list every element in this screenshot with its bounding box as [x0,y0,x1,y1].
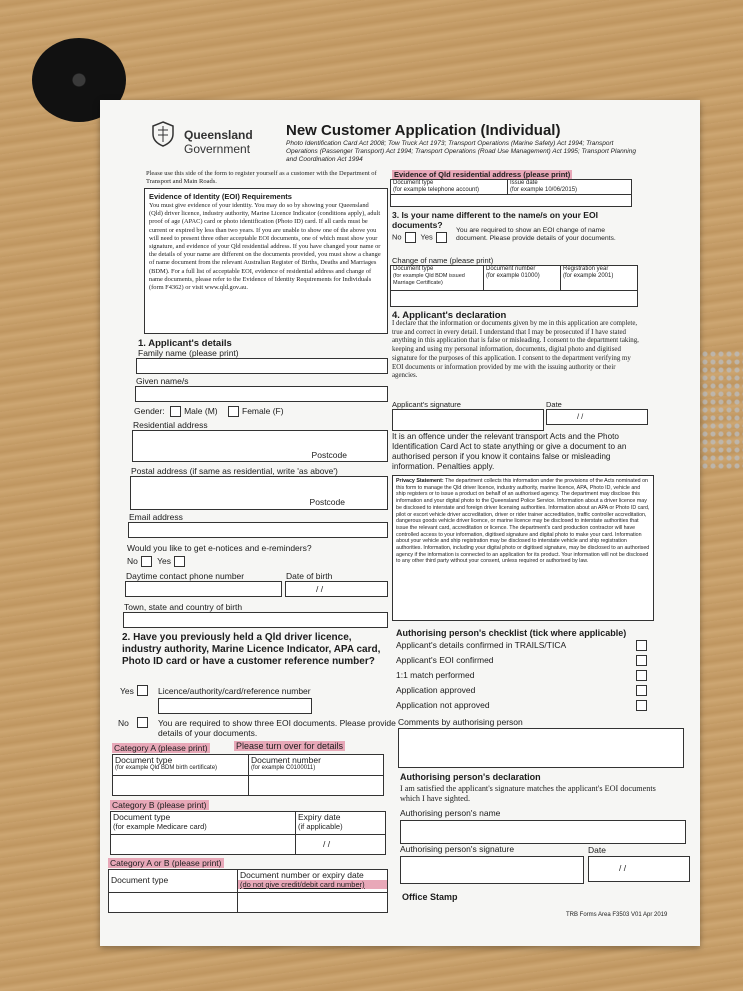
cat-a-type-label: Document type [115,755,173,765]
checklist-item [396,655,650,670]
ev-issue-example: (for example 10/06/2015) [510,187,578,193]
email-field[interactable] [128,522,388,538]
birthplace-field[interactable] [123,612,388,628]
ev-type-example: (for example telephone account) [393,187,480,193]
turn-over-note: Please turn over for details [236,741,344,751]
cat-a-type-header [113,755,249,776]
privacy-text-block [396,478,650,565]
residential-address-field[interactable] [132,430,388,462]
female-checkbox[interactable] [228,406,239,417]
queensland-crest-icon [148,120,178,148]
gov-name-1: Queensland [184,128,253,142]
form-footer: TRB Forms Area F3503 V01 Apr 2019 [566,912,668,918]
comments-field[interactable] [398,728,684,768]
checklist-title: Authorising person's checklist (tick where applicable) [396,628,627,638]
s2-yes-description: Licence/authority/card/reference number [158,686,311,696]
s3-no-checkbox[interactable] [405,232,416,243]
checklist-item-label: Application approved [396,685,476,695]
eoi-title: Evidence of Identity (EOI) Requirements [149,192,292,201]
cn-year-header [561,266,637,291]
evidence-table [390,179,632,207]
dob-field[interactable] [285,581,388,597]
checklist-item-checkbox[interactable] [636,640,647,651]
auth-declaration-title: Authorising person's declaration [400,772,541,782]
cat-b-expiry-header [296,812,385,835]
change-name-table [390,265,638,307]
s3-yes-checkbox[interactable] [436,232,447,243]
cat-b-type-header [111,812,296,835]
cat-a-type-example: (for example Qld BDM birth certificate) [115,765,218,771]
checklist-item-checkbox[interactable] [636,655,647,666]
section-1-title: 1. Applicant's details [138,338,232,349]
auth-signature-field[interactable] [400,856,584,884]
postal-address-field[interactable] [130,476,388,510]
cat-ab-num-example: (do not give credit/debit card number) [238,880,387,889]
applicant-date-label: Date [546,400,562,409]
phone-field[interactable] [125,581,282,597]
male-checkbox[interactable] [170,406,181,417]
application-form-paper [100,100,700,946]
offence-warning: It is an offence under the relevant transport Acts and the Photo Identification Card Act to state anything or give a document to an authorised person if you know it contains false or misleading information. Penalties apply. [392,432,627,471]
checklist-item-checkbox[interactable] [636,685,647,696]
s3-options [392,232,450,243]
phone-label: Daytime contact phone number [126,571,245,581]
cat-a-num-header [249,755,383,776]
enotices-yes-label: Yes [157,556,171,566]
checklist-item-label: Applicant's EOI confirmed [396,655,494,665]
email-label: Email address [129,512,183,522]
gender-row [134,406,284,417]
checklist-item-checkbox[interactable] [636,700,647,711]
postcode-label-2: Postcode [309,497,345,507]
auth-name-field[interactable] [400,820,686,844]
cat-a-divider [248,775,249,795]
enotices-options [127,556,188,567]
checklist-item-label: Application not approved [396,700,490,710]
page-title: New Customer Application (Individual) [286,122,561,139]
gov-name-2: Government [184,142,251,156]
male-label: Male (M) [184,406,218,416]
cn-type-header [391,266,484,291]
eoi-text: You must give evidence of your identity. You may do so by showing your Queensland (Qld) driver licence, industry authority, Marine Licence Indicator (conditions apply), adult proof of age (APAC) card or photo identification (Photo ID) card. If all cards must be current or expired by less than two years. If you are unable to show one of the above you will need to present three other acceptable EOI documents, one of which must show your signature, and evidence of your Qld residential address. If you have changed your name or the details of your name are different on the documents provided, you must show a change of name document from the relevant Australian Register of Births, Deaths and Marriages (BDM). For a full list of acceptable EOI, evidence of residential address and change of name documents, please refer to the Evidence of Identity Requirements for Individuals (form F4362) or visit www.qld.gov.au. [149,202,381,292]
checklist-item [396,685,650,700]
s2-yes-checkbox[interactable] [137,685,148,696]
s2-no-checkbox[interactable] [137,717,148,728]
auth-name-label: Authorising person's name [400,808,501,818]
cn-num-label: Document number [486,266,536,272]
s2-no-label: No [118,718,129,728]
privacy-label: Privacy Statement: [396,478,444,484]
enotices-question: Would you like to get e-notices and e-reminders? [127,543,312,553]
category-a-heading: Category A (please print) [114,743,208,753]
cn-year-label: Registration year [563,266,609,272]
cat-ab-type-header [109,870,238,893]
birthplace-label: Town, state and country of birth [124,602,243,612]
enotices-no-label: No [127,556,138,566]
section-2-title: 2. Have you previously held a Qld driver licence, industry authority, Marine Licence Indicator, APA card, Photo ID card or have a customer reference number? [122,632,381,667]
auth-date-field[interactable] [588,856,690,882]
applicant-signature-field[interactable] [392,409,544,431]
checklist-item-checkbox[interactable] [636,670,647,681]
postal-label: Postal address (if same as residential, write 'as above') [131,466,338,476]
section-4-title: 4. Applicant's declaration [392,310,507,321]
cn-type-label: Document type [393,266,434,272]
bead-chain [693,350,743,470]
cat-a-num-label: Document number [251,755,321,765]
category-b-table [110,811,386,855]
licence-number-field[interactable] [158,698,312,714]
privacy-statement-box [392,475,654,621]
cat-b-type-label: Document type [113,812,171,822]
cat-b-date-separators: / / [323,839,331,849]
residential-label: Residential address [133,420,208,430]
category-b-heading: Category B (please print) [112,800,207,810]
checklist-item-label: Applicant's details confirmed in TRAILS/TICA [396,640,567,650]
enotices-no-checkbox[interactable] [141,556,152,567]
cat-ab-type-label: Document type [111,875,169,885]
ev-issue-header [508,180,631,195]
cat-ab-num-label: Document number or expiry date [240,870,364,880]
cn-num-example: (for example 01000) [486,273,540,279]
office-stamp-label: Office Stamp [402,892,458,902]
s3-yes-label: Yes [420,232,433,242]
auth-date-separators: / / [619,863,627,873]
change-name-heading: Change of name (please print) [392,256,494,265]
cat-ab-num-header [238,870,387,893]
cat-b-expiry-label: Expiry date [298,812,341,822]
family-name-field[interactable] [136,358,388,374]
s3-note: You are required to show an EOI change of name document. Please provide details of your documents. [456,227,616,242]
applicant-signature-label: Applicant's signature [392,400,461,409]
cat-b-type-example: (for example Medicare card) [113,822,207,831]
applicant-date-separators: / / [577,412,584,421]
postcode-label: Postcode [311,450,347,460]
family-name-label: Family name (please print) [138,348,239,358]
gender-label: Gender: [134,406,165,416]
cn-type-example: (for example Qld BDM issued Marriage Certificate) [393,273,465,286]
cat-b-expiry-example: (if applicable) [298,822,343,831]
cat-a-num-example: (for example C0100011) [251,765,316,771]
checklist-item [396,670,650,685]
ev-issue-label: Issue date [510,180,538,186]
s2-yes-label: Yes [120,686,134,696]
given-names-label: Given name/s [136,376,189,386]
auth-date-label: Date [588,845,606,855]
s2-no-description: You are required to show three EOI documents. Please provide details of your documents. [158,718,396,738]
cn-year-example: (for example 2001) [563,273,614,279]
privacy-text: The department collects this information under the provisions of the Acts nominated on this form to manage the Qld driver licence, industry authority, marine licence, APA, Photo ID, vehicle and ship registers or to issue a product on behalf of an authorised agency. The department may disclose this information and your digital photo to the Queensland Police Service. Information about a driver licence may be disclosed to interstate and foreign driver licensing authorities. Information about an APA or Photo ID card, pilot or escort vehicle driver accreditation, driver or rider trainer accreditation, traffic controller accreditation, dangerous goods vehicle driver licence, or marine licence may be disclosed to interstate authorities that issue the relevant card, accreditation or licence. The department's card production contractor will have controlled access to your information, digitised signature and digital photo to make your card. Information about your vehicle and ship registration may be disclosed to interstate vehicle and ship registration authorities. Information, including your digital photo or digitised signature, may be disclosed to an authorised agency if the information is connected to an application for its product. Your information will not be disclosed to any other third party without your consent, unless required or authorised by law. [396,478,650,565]
given-names-field[interactable] [135,386,388,402]
s3-no-label: No [392,232,402,242]
applicant-date-field[interactable] [546,409,648,425]
ev-type-label: Document type [393,180,434,186]
comments-label: Comments by authorising person [398,717,523,727]
auth-signature-label: Authorising person's signature [400,844,515,854]
category-a-table [112,754,384,796]
cat-ab-divider [237,892,238,912]
acts-list: Photo Identification Card Act 2008; Tow Truck Act 1973; Transport Operations (Marine Safety) Act 1994; Transport Operations (Passenger Transport) Act 1994; Transport Operations (Road Use Management) Act 1995; Transport Planning and Coordination Act 1994 [286,140,636,163]
checklist [396,640,650,715]
cat-b-divider [295,834,296,854]
checklist-item [396,700,650,715]
category-ab-heading: Category A or B (please print) [110,858,222,868]
intro-text: Please use this side of the form to register yourself as a customer with the Department of Transport and Main Roads. [146,170,377,185]
ev-type-header [391,180,508,195]
evidence-heading: Evidence of Qld residential address (please print) [394,170,571,179]
auth-declaration-text: I am satisfied the applicant's signature matches the applicant's EOI documents which I have sighted. [400,784,656,803]
cn-num-header [484,266,561,291]
checklist-item [396,640,650,655]
s4-declaration-text: I declare that the information or documents given by me in this application are complete, true and correct in every detail. I understand that I may be prosecuted if I have stated anything in this application that is false or misleading. I consent to the department taking, keeping and using my personal information, documents, digital photo and digitised signature for the purposes of this application. I consent to the department verifying my EOI documents or information provided by me with the issuing authority or their agencies. [392,320,639,380]
enotices-yes-checkbox[interactable] [174,556,185,567]
section-3-title: 3. Is your name different to the name/s on your EOI documents? [392,210,598,230]
female-label: Female (F) [242,406,284,416]
dob-separators: / / [316,584,324,594]
checklist-item-label: 1:1 match performed [396,670,475,680]
dob-label: Date of birth [286,571,333,581]
eoi-requirements-box [144,188,388,334]
category-ab-table [108,869,388,913]
